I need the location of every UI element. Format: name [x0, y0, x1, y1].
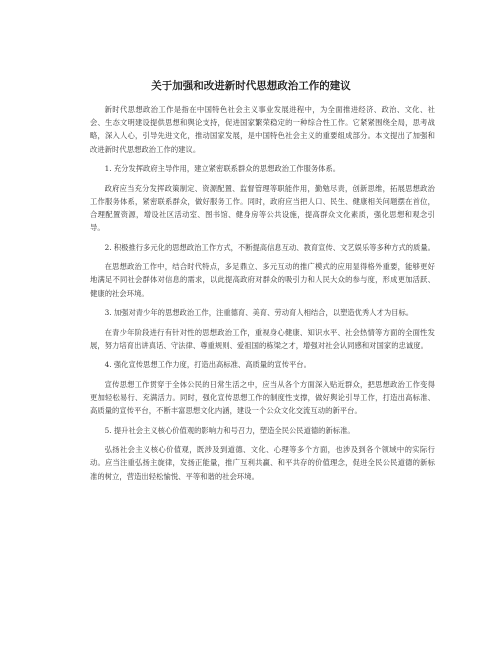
section-1-body: 政府应当充分发挥政策制定、资源配置、监督管理等职能作用，勤勉尽责，创新思维，拓展思想政治工作服务体系，紧密联系群众，做好服务工作。同时，政府应当把人口、民生、健康相关问题摆在首位，合理配置资源，增设社区活动室、图书馆、健身房等公共设施，提高群众文化素质，强化思想和观念引导。 — [90, 183, 435, 233]
section-2-heading: 2. 积极推行多元化的思想政治工作方式，不断提高信息互动、教育宣传、文艺娱乐等多种方式的质量。 — [104, 242, 435, 252]
section-1-heading: 1. 充分发挥政府主导作用，建立紧密联系群众的思想政治工作服务体系。 — [104, 164, 341, 174]
section-5-heading: 5. 提升社会主义核心价值观的影响力和号召力，塑造全民公民道德的新标准。 — [104, 425, 355, 435]
section-4-body: 宣传思想工作贯穿于全体公民的日常生活之中，应当从各个方面深入贴近群众，把思想政治工作变得更加轻松易行、充满活力。同时，强化宣传思想工作的制度性支撑，做好舆论引导工作，打造出高标准、高质量的宣传平台，不断丰富思想文化内涵，建设一个公众文化交流互动的新平台。 — [90, 379, 435, 416]
intro-paragraph: 新时代思想政治工作是指在中国特色社会主义事业发展进程中，为全面推进经济、政治、文化、社会、生态文明建设提供思想和舆论支持，促进国家繁荣稳定的一种综合性工作。它紧紧围绕全局，思考战略，深入人心，引导先进文化，推动国家发展，是中国特色社会主义的重要组成部分。本文提出了加强和改进新时代思想政治工作的建议。 — [90, 105, 435, 154]
document-body — [90, 103, 435, 489]
section-3-heading: 3. 加强对青少年的思想政治工作，注重德育、美育、劳动育人相结合，以塑造优秀人才为目标。 — [104, 308, 414, 318]
section-4-heading: 4. 强化宣传思想工作力度，打造出高标准、高质量的宣传平台。 — [104, 360, 311, 370]
document-title: 关于加强和改进新时代思想政治工作的建议 — [151, 80, 351, 92]
section-3-body: 在青少年阶段进行有针对性的思想政治工作，重视身心健康、知识水平、社会热情等方面的全面性发展，努力培育出讲真话、守法律、尊重规则、爱祖国的栋梁之才，增强对社会认同感和对国家的忠诚度。 — [90, 327, 435, 350]
section-2-body: 在思想政治工作中，结合时代特点，多足鼎立、多元互动的推广模式的应用显得格外重要，能够更好地满足不同社会群体对信息的需求，以此提高政府对群众的吸引力和人民大众的参与度，形成更加活跃、健康的社会环境。 — [90, 262, 435, 298]
section-5-body: 弘扬社会主义核心价值观，既涉及到道德、文化、心理等多个方面，也涉及到各个领域中的实际行动。应当注重弘扬主旋律，发扬正能量，推广互利共赢、和平共存的价值理念，促进全民公民道德的新标准的树立，营造出轻松愉悦、平等和谐的社会环境。 — [90, 445, 435, 481]
